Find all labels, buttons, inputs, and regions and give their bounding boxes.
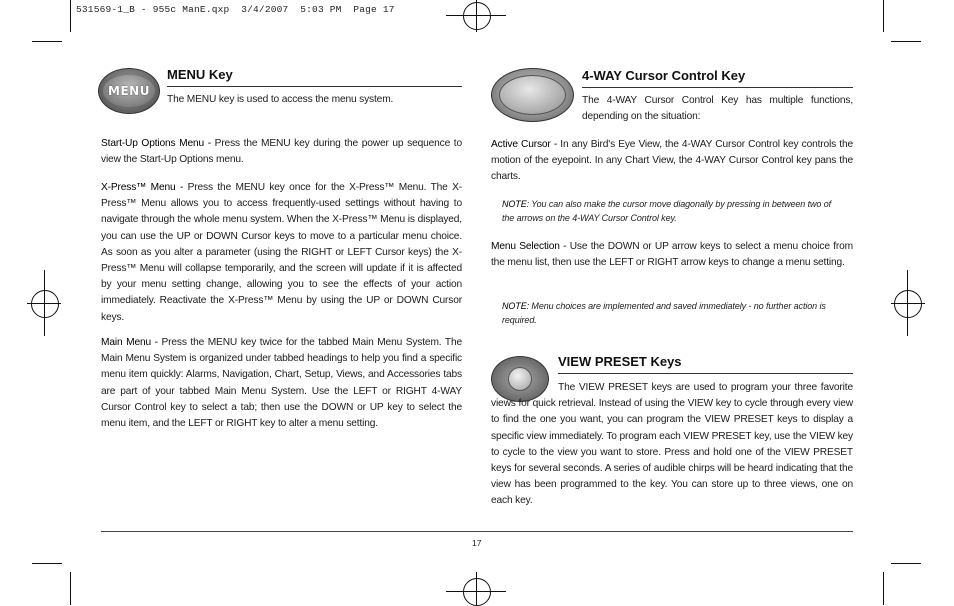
selection-note bbox=[502, 299, 842, 327]
menu-key-intro: The MENU key is used to access the menu system. bbox=[167, 94, 394, 105]
crop-mark bbox=[891, 41, 921, 42]
menu-key-icon-label: MENU bbox=[108, 84, 150, 98]
four-way-cursor-key-icon bbox=[491, 68, 574, 122]
footer-rule bbox=[101, 531, 853, 532]
crop-mark bbox=[70, 0, 71, 32]
active-cursor-text: In any Bird's Eye View, the 4-WAY Cursor Control key controls the motion of the eyepoint. In any Chart View, the 4-WAY Cursor Control key pans the charts. bbox=[491, 139, 853, 183]
crop-mark bbox=[883, 572, 884, 605]
main-menu-paragraph bbox=[101, 335, 462, 432]
startup-options-lead: Start-Up Options Menu - bbox=[101, 138, 211, 149]
xpress-menu-lead: X-Press™ Menu - bbox=[101, 182, 184, 193]
menu-selection-text: Use the DOWN or UP arrow keys to select a menu choice from the menu list, then use the LEFT or RIGHT arrow keys to change a menu setting. bbox=[491, 241, 853, 269]
menu-selection-paragraph bbox=[491, 239, 853, 271]
page-number: 17 bbox=[472, 538, 482, 548]
cursor-note-text: : You can also make the cursor move diagonally by pressing in between two of the arrows on the 4-WAY Cursor Control key. bbox=[502, 199, 832, 223]
view-preset-rule bbox=[558, 373, 853, 374]
view-preset-paragraph: The VIEW PRESET keys are used to program your three favorite views for quick retrieval. Instead of using the VIEW key to cycle through every view to find the one you want, you can program the VIEW PRESET keys to display a specific view immediately. To program each VIEW PRESET key, use the VIEW key to cycle to the view you want to store. Press and hold one of the VIEW PRESET keys for several seconds. A series of audible chirps will be heard indicating that the view has been programmed to the key. You can store up to three views, one on each key. bbox=[491, 382, 853, 507]
crop-mark bbox=[883, 0, 884, 32]
menu-key-icon bbox=[98, 68, 160, 114]
selection-note-label: NOTE: bbox=[502, 301, 530, 311]
xpress-menu-paragraph bbox=[101, 180, 462, 326]
active-cursor-lead: Active Cursor - bbox=[491, 139, 558, 150]
startup-options-paragraph bbox=[101, 136, 462, 168]
print-slug: 531569-1_B - 955c ManE.qxp 3/4/2007 5:03 PM Page 17 bbox=[76, 4, 395, 15]
cursor-key-intro: The 4-WAY Cursor Control Key has multiple functions, depending on the situation: bbox=[582, 95, 853, 123]
active-cursor-paragraph bbox=[491, 137, 853, 186]
menu-selection-lead: Menu Selection - bbox=[491, 241, 567, 252]
cursor-key-heading: 4-WAY Cursor Control Key bbox=[582, 68, 746, 83]
cursor-note bbox=[502, 197, 842, 225]
cursor-note-label: NOTE bbox=[502, 199, 527, 209]
startup-options-text: Press the MENU key during the power up sequence to view the Start-Up Options menu. bbox=[101, 138, 462, 166]
menu-key-heading: MENU Key bbox=[167, 67, 233, 82]
xpress-menu-text: Press the MENU key once for the X-Press™ Menu. The X-Press™ Menu allows you to access frequently-used settings without having to navigate through the whole menu system. When the X-Press™ Menu is displayed, you can use the UP or DOWN Cursor keys to move to a particular menu choice. As soon as you alter a parameter (using the RIGHT or LEFT Cursor keys) the X-Press™ Menu will collapse temporarily, and the screen will update if it is affected by your menu setting change, allowing you to see the effects of your action immediately. Reactivate the X-Press™ Menu by using the UP or DOWN Cursor keys. bbox=[101, 182, 462, 323]
menu-key-rule bbox=[167, 86, 462, 87]
crop-mark bbox=[891, 563, 921, 564]
crop-mark bbox=[32, 41, 62, 42]
selection-note-text: Menu choices are implemented and saved immediately - no further action is required. bbox=[502, 301, 826, 325]
view-preset-heading: VIEW PRESET Keys bbox=[558, 354, 682, 369]
main-menu-text: Press the MENU key twice for the tabbed Main Menu System. The Main Menu System is organized under tabbed headings to help you find a specific menu item quickly: Alarms, Navigation, Chart, Setup, Views, and Accessories tabs are part of your tabbed Main Menu System. Use the LEFT or RIGHT 4-WAY Cursor Control key to select a tab; then use the DOWN or UP key to select the menu item, and the LEFT or RIGHT key to alter a menu setting. bbox=[101, 337, 463, 430]
cursor-key-rule bbox=[582, 87, 853, 88]
crop-mark bbox=[70, 572, 71, 605]
main-menu-lead: Main Menu - bbox=[101, 337, 158, 348]
crop-mark bbox=[32, 563, 62, 564]
